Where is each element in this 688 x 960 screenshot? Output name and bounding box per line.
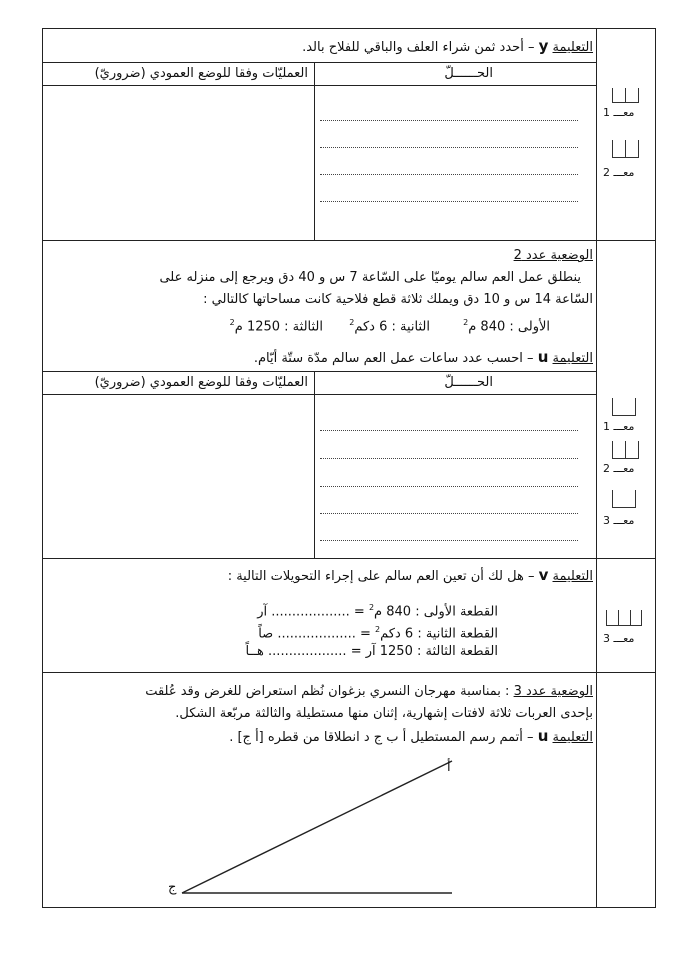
- s3-instruction: التعليمة v – هل لك أن تعين العم سالم على إجراء التحويلات التالية :: [227, 566, 593, 584]
- s3-situation-instruction: التعليمة u – أتمم رسم المستطيل أ ب ج د انطلاقا من قطره [أ ج] .: [229, 727, 593, 745]
- s2-line1: ينطلق عمل العم سالم يوميّا على السّاعة 7 س و 40 دق ويرجع إلى منزله على: [159, 270, 581, 285]
- s2-instruction: التعليمة u – احسب عدد ساعات عمل العم سالم مدّة ستّة أيّام.: [253, 348, 593, 366]
- s2-criterion-1: معـــ 1: [603, 420, 635, 433]
- s2-criterion-3: معـــ 3: [603, 514, 635, 527]
- s2-criterion-2: معـــ 2: [603, 462, 635, 475]
- s2-plot1: الأولى : 840 م$^2$: [463, 318, 550, 335]
- s1-sol-header: الحــــــلّ: [444, 66, 493, 81]
- s3-conv2: القطعة الثانية : 6 دكم$^2$ = ................... صاً: [258, 625, 498, 642]
- s3-criterion: معـــ 3: [603, 632, 635, 645]
- s3-conv3: القطعة الثالثة : 1250 آر = ................... هــاً: [245, 644, 498, 659]
- s1-instruction: التعليمة y – أحدد ثمن شراء العلف والباقي للفلاح بالد.: [302, 37, 593, 55]
- s1-criterion-2: معـــ 2: [603, 166, 635, 179]
- s2-ops-header: العمليّات وفقا للوضع العمودي (ضروريّ): [94, 375, 308, 390]
- point-j-label: ج: [168, 880, 177, 895]
- s1-criterion-1: معـــ 1: [603, 106, 635, 119]
- s2-sol-header: الحــــــلّ: [444, 375, 493, 390]
- s2-line2: السّاعة 14 س و 10 دق ويملك ثلاثة قطع فلاحية كانت مساحاتها كالتالي :: [203, 292, 593, 307]
- s2-plot3: الثالثة : 1250 م$^2$: [229, 318, 323, 335]
- diagonal-aj: [182, 761, 452, 893]
- s2-plot2: الثانية : 6 دكم$^2$: [349, 318, 430, 335]
- s1-ops-header: العمليّات وفقا للوضع العمودي (ضروريّ): [94, 66, 308, 81]
- s3-situation-line1: الوضعية عدد 3 : بمناسبة مهرجان النسري بزغوان نُظم استعراض للغرض وقد عُلقت: [145, 684, 593, 699]
- s3-conv1: القطعة الأولى : 840 م$^2$ = ................... آر: [257, 603, 498, 620]
- s2-title: الوضعية عدد 2: [513, 248, 593, 263]
- s3-situation-line2: بإحدى العربات ثلاثة لافتات إشهارية، إثنان منها مستطيلة والثالثة مربّعة الشكل.: [175, 706, 593, 721]
- point-a-label: أ: [447, 760, 451, 775]
